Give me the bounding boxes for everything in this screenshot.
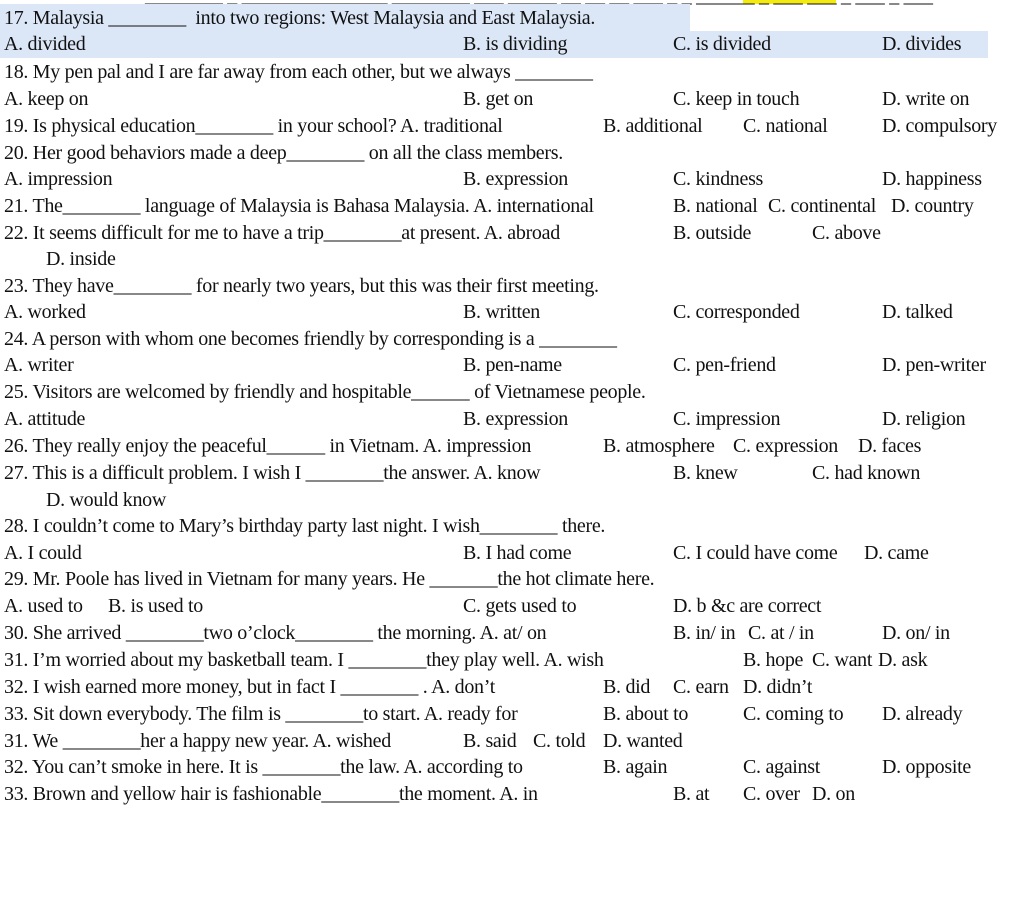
option-c: C. against <box>743 756 820 778</box>
answer-line <box>0 31 1024 58</box>
option-d: D. talked <box>882 301 953 323</box>
option-b: B. in/ in <box>673 622 736 644</box>
question-line <box>0 5 1024 32</box>
question-line <box>0 220 1024 247</box>
question-text: 27. This is a difficult problem. I wish I ________the answer. A. know <box>4 462 541 484</box>
question-text: 19. Is physical education________ in your school? A. traditional <box>4 115 503 137</box>
option-b: B. outside <box>673 222 752 244</box>
question-text: 24. A person with whom one becomes friendly by corresponding is a ________ <box>4 328 617 350</box>
option-a: A. worked <box>4 301 86 323</box>
question-line <box>0 193 1024 220</box>
option-a: A. I could <box>4 542 82 564</box>
question-line <box>0 433 1024 460</box>
option-a: A. divided <box>4 33 86 55</box>
option-b: B. is dividing <box>463 33 568 55</box>
option-c: C. pen-friend <box>673 354 776 376</box>
question-line <box>0 513 1024 540</box>
question-line <box>0 113 1024 140</box>
option-c: C. told <box>533 730 586 752</box>
option-b: B. about to <box>603 703 689 725</box>
option-c: C. I could have come <box>673 542 838 564</box>
answer-line <box>0 86 1024 113</box>
answer-line <box>0 593 1024 620</box>
option-b: B. did <box>603 676 651 698</box>
option-d: D. b &c are correct <box>673 595 822 617</box>
question-line <box>0 781 1024 808</box>
option-d: D. wanted <box>603 730 683 752</box>
answer-line <box>0 166 1024 193</box>
question-text: 21. The________ language of Malaysia is Bahasa Malaysia. A. international <box>4 195 594 217</box>
question-line <box>0 379 1024 406</box>
option-b: B. expression <box>463 168 568 190</box>
option-d: D. country <box>891 195 974 217</box>
option-c: C. earn <box>673 676 729 698</box>
option-b: B. knew <box>673 462 738 484</box>
option-c: C. national <box>743 115 828 137</box>
option-d: D. compulsory <box>882 115 997 137</box>
option-c: C. impression <box>673 408 781 430</box>
question-text: 30. She arrived ________two o’clock________ the morning. A. at/ on <box>4 622 547 644</box>
answer-line <box>0 352 1024 379</box>
option-c: C. corresponded <box>673 301 800 323</box>
option-a: A. used to <box>4 595 83 617</box>
option-b: B. expression <box>463 408 568 430</box>
answer-line <box>0 487 1024 514</box>
question-text: 31. We ________her a happy new year. A. wished <box>4 730 391 752</box>
option-d: D. pen-writer <box>882 354 986 376</box>
option-d: D. on/ in <box>882 622 950 644</box>
answer-line <box>0 540 1024 567</box>
option-b: B. again <box>603 756 668 778</box>
option-d: D. on <box>812 783 855 805</box>
option-b: B. I had come <box>463 542 572 564</box>
option-c: C. above <box>812 222 881 244</box>
question-text: 33. Sit down everybody. The film is ________to start. A. ready for <box>4 703 518 725</box>
question-line <box>0 754 1024 781</box>
option-b: B. get on <box>463 88 534 110</box>
option-c: C. continental <box>768 195 876 217</box>
option-c: C. want <box>812 649 873 671</box>
option-d: D. already <box>882 703 963 725</box>
option-c: C. over <box>743 783 800 805</box>
option-d: D. religion <box>882 408 966 430</box>
option-c: C. at / in <box>748 622 814 644</box>
question-text: 28. I couldn’t come to Mary’s birthday party last night. I wish________ there. <box>4 515 606 537</box>
question-text: 22. It seems difficult for me to have a trip________at present. A. abroad <box>4 222 560 244</box>
option-d: D. ask <box>878 649 928 671</box>
option-b: B. pen-name <box>463 354 562 376</box>
option-d: D. inside <box>46 248 116 270</box>
option-d: D. happiness <box>882 168 982 190</box>
question-text: 32. You can’t smoke in here. It is ________the law. A. according to <box>4 756 523 778</box>
question-line <box>0 566 1024 593</box>
option-b: B. written <box>463 301 540 323</box>
option-d: D. divides <box>882 33 962 55</box>
option-c: C. expression <box>733 435 838 457</box>
question-line <box>0 460 1024 487</box>
option-c: C. keep in touch <box>673 88 800 110</box>
answer-line <box>0 299 1024 326</box>
option-b: B. national <box>673 195 758 217</box>
option-c: C. gets used to <box>463 595 577 617</box>
question-line <box>0 728 1024 755</box>
option-a: A. attitude <box>4 408 86 430</box>
question-text: 25. Visitors are welcomed by friendly and hospitable______ of Vietnamese people. <box>4 381 646 403</box>
question-text: 18. My pen pal and I are far away from each other, but we always ________ <box>4 61 593 83</box>
option-d: D. didn’t <box>743 676 813 698</box>
option-b: B. hope <box>743 649 804 671</box>
question-line <box>0 647 1024 674</box>
option-d: D. faces <box>858 435 922 457</box>
option-d: D. opposite <box>882 756 971 778</box>
question-line <box>0 140 1024 167</box>
question-text: 31. I’m worried about my basketball team. I ________they play well. A. wish <box>4 649 604 671</box>
option-b: B. is used to <box>108 595 203 617</box>
question-text: 23. They have________ for nearly two years, but this was their first meeting. <box>4 275 599 297</box>
option-c: C. is divided <box>673 33 771 55</box>
answer-line <box>0 406 1024 433</box>
question-line <box>0 674 1024 701</box>
option-a: A. keep on <box>4 88 89 110</box>
option-b: B. atmosphere <box>603 435 715 457</box>
question-text: 32. I wish earned more money, but in fact I ________ . A. don’t <box>4 676 496 698</box>
option-d: D. came <box>864 542 929 564</box>
option-c: C. had known <box>812 462 921 484</box>
question-text: 33. Brown and yellow hair is fashionable________the moment. A. in <box>4 783 538 805</box>
question-text: 26. They really enjoy the peaceful______ in Vietnam. A. impression <box>4 435 532 457</box>
option-b: B. additional <box>603 115 703 137</box>
option-c: C. kindness <box>673 168 764 190</box>
option-a: A. writer <box>4 354 74 376</box>
question-line <box>0 273 1024 300</box>
question-line <box>0 326 1024 353</box>
question-line <box>0 620 1024 647</box>
question-text: 17. Malaysia ________ into two regions: West Malaysia and East Malaysia. <box>4 7 596 29</box>
answer-line <box>0 246 1024 273</box>
option-c: C. coming to <box>743 703 844 725</box>
option-b: B. at <box>673 783 710 805</box>
option-d: D. write on <box>882 88 970 110</box>
option-a: A. impression <box>4 168 113 190</box>
option-d: D. would know <box>46 489 166 511</box>
option-b: B. said <box>463 730 517 752</box>
question-line <box>0 59 1024 86</box>
question-text: 20. Her good behaviors made a deep________ on all the class members. <box>4 142 563 164</box>
question-line <box>0 701 1024 728</box>
question-text: 29. Mr. Poole has lived in Vietnam for many years. He _______the hot climate here. <box>4 568 655 590</box>
